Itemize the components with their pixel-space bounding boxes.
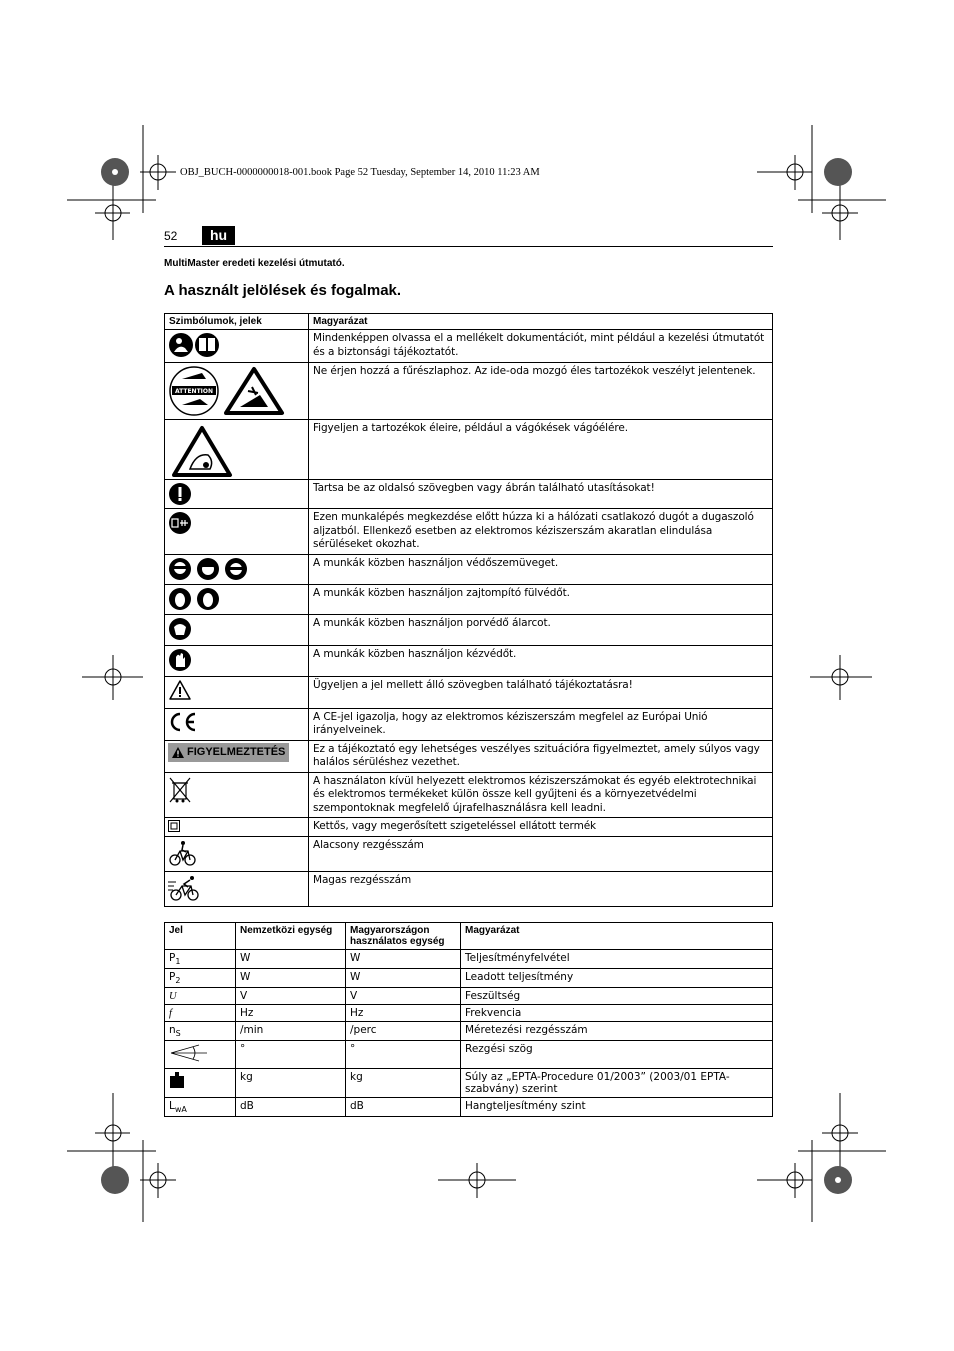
brand-name: MultiMaster	[164, 258, 220, 269]
weee-bin-icon	[168, 775, 192, 805]
symbol-subscript: 2	[175, 976, 181, 986]
page-number: 52	[164, 229, 178, 243]
mandatory-instruction-icon	[168, 482, 192, 506]
symbol-letter: U	[169, 991, 177, 1003]
symbol-cell	[165, 708, 309, 740]
header-explanation: Magyarázat	[461, 923, 773, 950]
table-row	[165, 1098, 773, 1117]
hu-unit: dB	[346, 1098, 461, 1117]
symbol-cell	[165, 614, 309, 645]
unit-description: Teljesítményfelvétel	[461, 950, 773, 969]
symbol-explanation: A használaton kívül helyezett elektromos kéziszerszámokat és egyéb elektrotechnikai és elektromos termékeket külön össze kell gyűjteni és a környezetvédelmi szempontoknak megfelelő újrafelhasználásra kell leadni.	[309, 772, 773, 818]
print-info-line: OBJ_BUCH-0000000018-001.book Page 52 Tuesday, September 14, 2010 11:23 AM	[180, 167, 540, 178]
header-rule	[164, 246, 773, 247]
subtitle-text: eredeti kezelési útmutató.	[219, 258, 345, 269]
symbol-cell	[165, 420, 309, 480]
low-vibration-icon	[168, 839, 198, 867]
symbol-explanation: A munkák közben használjon védőszemüveget.	[309, 554, 773, 584]
attention-saw-blade-icon	[168, 365, 288, 417]
dust-mask-icon	[168, 617, 192, 641]
symbol-explanation: Alacsony rezgésszám	[309, 836, 773, 871]
intl-unit: kg	[236, 1069, 346, 1098]
header-intl-unit: Nemzetközi egység	[236, 923, 346, 950]
symbol-explanation: Kettős, vagy megerősített szigeteléssel ellátott termék	[309, 818, 773, 837]
symbol-cell	[165, 554, 309, 584]
table-row	[165, 1022, 773, 1041]
table-row	[165, 554, 773, 584]
unit-symbol	[165, 1098, 236, 1117]
table-row	[165, 614, 773, 645]
warning-triangle-icon	[172, 747, 184, 758]
table-header-row	[165, 923, 773, 950]
table-row	[165, 818, 773, 837]
intl-unit: Hz	[236, 1005, 346, 1022]
hu-unit: W	[346, 969, 461, 988]
table-row	[165, 363, 773, 420]
table-row	[165, 1005, 773, 1022]
unplug-icon	[168, 511, 192, 535]
hu-unit: kg	[346, 1069, 461, 1098]
header-symbol: Jel	[165, 923, 236, 950]
hu-unit: °	[346, 1041, 461, 1069]
unit-symbol	[165, 950, 236, 969]
symbol-explanation: A munkák közben használjon kézvédőt.	[309, 645, 773, 676]
unit-symbol	[165, 969, 236, 988]
table-row	[165, 645, 773, 676]
hu-unit: V	[346, 988, 461, 1005]
symbol-explanation: Mindenképpen olvassa el a mellékelt dokumentációt, mint például a kezelési útmutatót és a biztonsági tájékoztatót.	[309, 330, 773, 363]
symbol-explanation: Tartsa be az oldalsó szövegben vagy ábrán található utasításokat!	[309, 480, 773, 509]
hu-unit: Hz	[346, 1005, 461, 1022]
table-row	[165, 969, 773, 988]
symbol-explanation: Figyeljen a tartozékok éleire, például a vágókések vágóélére.	[309, 420, 773, 480]
manual-subtitle	[164, 258, 345, 269]
intl-unit: /min	[236, 1022, 346, 1041]
section-heading: A használt jelölések és fogalmak.	[164, 282, 402, 299]
symbol-explanation: A munkák közben használjon zajtompító fülvédőt.	[309, 584, 773, 614]
unit-description: Hangteljesítmény szint	[461, 1098, 773, 1117]
symbol-explanation: Ügyeljen a jel mellett álló szövegben található tájékoztatásra!	[309, 676, 773, 708]
unit-description: Méretezési rezgésszám	[461, 1022, 773, 1041]
warning-badge	[168, 743, 289, 762]
symbol-explanation: Magas rezgésszám	[309, 871, 773, 906]
symbol-cell	[165, 818, 309, 837]
header-symbols: Szimbólumok, jelek	[165, 314, 309, 330]
unit-description: Leadott teljesítmény	[461, 969, 773, 988]
unit-description: Feszültség	[461, 988, 773, 1005]
intl-unit: W	[236, 950, 346, 969]
header-explanation: Magyarázat	[309, 314, 773, 330]
table-row	[165, 420, 773, 480]
symbol-explanation: A CE-jel igazolja, hogy az elektromos kéziszerszám megfelel az Európai Unió irányelveinek.	[309, 708, 773, 740]
intl-unit: W	[236, 969, 346, 988]
unit-description: Frekvencia	[461, 1005, 773, 1022]
table-row	[165, 871, 773, 906]
symbol-cell	[165, 480, 309, 509]
table-row	[165, 1041, 773, 1069]
intl-unit: V	[236, 988, 346, 1005]
warning-triangle-icon	[168, 679, 192, 701]
symbol-cell	[165, 645, 309, 676]
table-row	[165, 480, 773, 509]
table-row	[165, 740, 773, 772]
symbol-cell	[165, 871, 309, 906]
table-row	[165, 836, 773, 871]
symbol-explanation: Ezen munkalépés megkezdése előtt húzza ki a hálózati csatlakozó dugót a dugaszoló aljzatból. Ellenkező esetben az elektromos kéziszerszám akaratlan elindulása sérüléseket okozhat.	[309, 509, 773, 555]
unit-symbol	[165, 1005, 236, 1022]
symbol-subscript: S	[175, 1029, 181, 1039]
symbol-explanation: Ne érjen hozzá a fűrészlaphoz. Az ide-oda mozgó éles tartozékok veszélyt jelentenek.	[309, 363, 773, 420]
unit-symbol	[165, 1069, 236, 1098]
symbol-subscript: 1	[175, 957, 181, 967]
unit-description: Súly az „EPTA-Procedure 01/2003” (2003/01 EPTA-szabvány) szerint	[461, 1069, 773, 1098]
unit-symbol	[165, 1022, 236, 1041]
symbol-cell	[165, 509, 309, 555]
table-row	[165, 584, 773, 614]
intl-unit: dB	[236, 1098, 346, 1117]
symbol-explanation: A munkák közben használjon porvédő álarcot.	[309, 614, 773, 645]
symbol-explanation: Ez a tájékoztató egy lehetséges veszélyes szituációra figyelmeztet, amely súlyos vagy halálos sérüléshez vezethet.	[309, 740, 773, 772]
header-hu-unit: Magyarországon használatos egység	[346, 923, 461, 950]
warning-badge-label: FIGYELMEZTETÉS	[187, 746, 286, 758]
intl-unit: °	[236, 1041, 346, 1069]
read-manual-icon	[168, 332, 220, 358]
table-header-row	[165, 314, 773, 330]
symbol-cell	[165, 836, 309, 871]
high-vibration-icon	[168, 874, 202, 902]
hu-unit: /perc	[346, 1022, 461, 1041]
symbol-letter: L	[169, 1100, 175, 1113]
table-row	[165, 950, 773, 969]
gloves-icon	[168, 648, 192, 672]
symbol-cell	[165, 330, 309, 363]
sharp-edges-warning-icon	[172, 425, 236, 477]
unit-description: Rezgési szög	[461, 1041, 773, 1069]
table-row	[165, 708, 773, 740]
unit-symbol	[165, 988, 236, 1005]
table-row	[165, 676, 773, 708]
symbols-table	[164, 313, 773, 907]
symbol-letter: f	[169, 1008, 172, 1020]
table-row	[165, 988, 773, 1005]
symbol-cell	[165, 363, 309, 420]
symbol-cell	[165, 584, 309, 614]
symbol-cell	[165, 676, 309, 708]
symbol-letter: P	[169, 971, 176, 984]
symbol-subscript: wA	[174, 1105, 187, 1115]
svg-text:ATTENTION: ATTENTION	[174, 388, 214, 395]
symbol-cell	[165, 740, 309, 772]
table-row	[165, 1069, 773, 1098]
weight-icon	[169, 1071, 185, 1089]
table-row	[165, 509, 773, 555]
unit-symbol	[165, 1041, 236, 1069]
symbol-cell	[165, 772, 309, 818]
symbol-letter: P	[169, 952, 176, 964]
language-tag: hu	[202, 226, 235, 245]
units-table	[164, 922, 773, 1117]
eye-protection-icon	[168, 557, 248, 581]
ce-mark-icon	[168, 711, 198, 733]
oscillation-angle-icon	[169, 1043, 209, 1063]
ear-protection-icon	[168, 587, 220, 611]
double-insulation-icon	[168, 820, 180, 832]
table-row	[165, 330, 773, 363]
table-row	[165, 772, 773, 818]
symbol-letter: n	[169, 1024, 176, 1037]
hu-unit: W	[346, 950, 461, 969]
